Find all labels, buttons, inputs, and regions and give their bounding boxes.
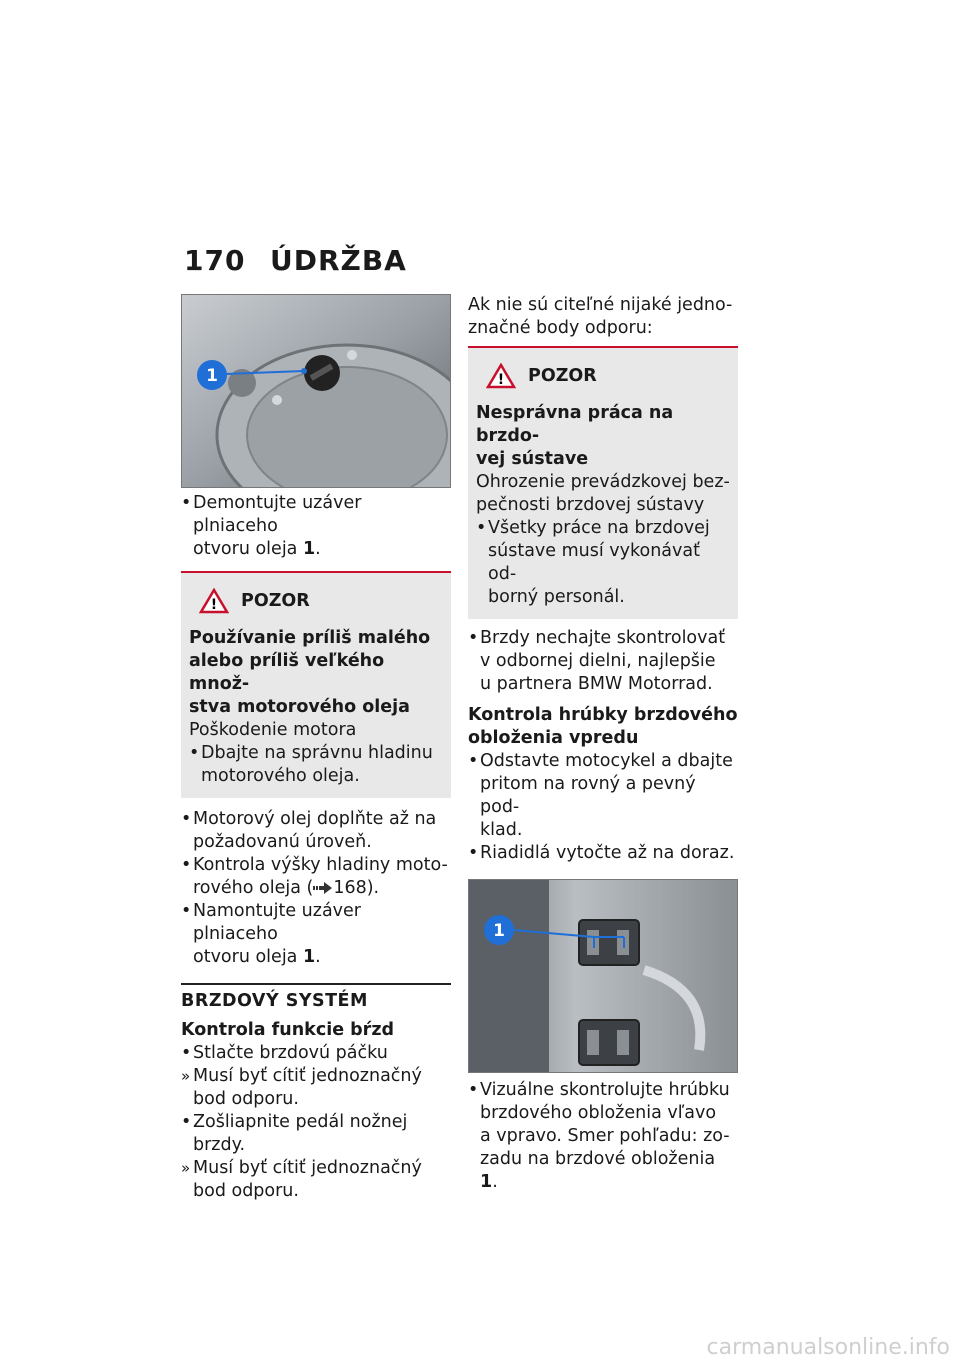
page-title: ÚDRŽBA	[270, 244, 407, 277]
warning-triangle-icon	[486, 363, 516, 389]
step-pull-brake-lever: • Stlačte brzdovú páčku	[181, 1042, 451, 1065]
svg-text:!: !	[210, 597, 218, 613]
step-check-oil-level: • Kontrola výšky hladiny moto- rového oleja ( 168).	[181, 854, 451, 900]
subhead-brake-function: Kontrola funkcie bŕzd	[181, 1020, 395, 1040]
warning-title: POZOR	[241, 590, 310, 611]
watermark: carmanualsonline.info	[706, 1335, 950, 1360]
step-workshop-check: • Brzdy nechajte skontrolovať v odbornej dielni, najlepšie u partnera BMW Motorrad.	[468, 627, 738, 696]
result-pressure-point-1: » Musí byť cítiť jednoznačný bod odporu.	[181, 1065, 451, 1111]
step-remove-cap: • Demontujte uzáver plniaceho otvoru oleja 1.	[181, 492, 451, 561]
step-park-motorcycle: • Odstavte motocykel a dbajte pritom na rovný a pevný pod- klad.	[468, 750, 738, 842]
step-install-cap: • Namontujte uzáver plniaceho otvoru oleja 1.	[181, 900, 451, 969]
step-inspect-pads: • Vizuálne skontrolujte hrúbku brzdového obloženia vľavo a vpravo. Smer pohľadu: zo- zadu na brzdové obloženia 1.	[468, 1079, 738, 1194]
warning-action: • Dbajte na správnu hladinu motorového oleja.	[189, 742, 443, 788]
page-reference-arrow-icon	[313, 882, 333, 894]
page-number: 170	[184, 244, 246, 277]
step-turn-handlebars: • Riadidlá vytočte až na doraz.	[468, 842, 738, 865]
warning-triangle-icon	[199, 588, 229, 614]
warning-heading: Používanie príliš malého alebo príliš veľkého množ- stva motorového oleja	[189, 628, 431, 717]
oil-filler-photo	[181, 294, 451, 488]
intro-no-pressure-point: Ak nie sú citeľné nijaké jedno- značné body odporu:	[468, 295, 733, 338]
subhead-front-pad-thickness: Kontrola hrúbky brzdového obloženia vpredu	[468, 705, 738, 748]
step-add-oil: • Motorový olej doplňte až na požadovanú úroveň.	[181, 808, 451, 854]
right-column	[468, 294, 738, 1194]
left-column	[181, 294, 451, 1203]
photo-callout-1: 1	[493, 921, 505, 941]
brake-pad-illustration	[469, 880, 737, 1072]
step-press-foot-brake: • Zošliapnite pedál nožnej brzdy.	[181, 1111, 451, 1157]
warning-consequence: Poškodenie motora	[189, 720, 357, 740]
brake-pad-photo	[468, 879, 738, 1073]
warning-box-oil	[181, 571, 451, 798]
warning-box-brakes	[468, 346, 738, 619]
photo-callout-1: 1	[206, 366, 218, 386]
result-pressure-point-2: » Musí byť cítiť jednoznačný bod odporu.	[181, 1157, 451, 1203]
section-title-brake-system: BRZDOVÝ SYSTÉM	[181, 983, 451, 1011]
page-header	[184, 244, 407, 277]
warning-heading: Nesprávna práca na brzdo- vej sústave	[476, 403, 674, 469]
svg-text:!: !	[497, 372, 505, 388]
warning-consequence: Ohrozenie prevádzkovej bez- pečnosti brzdovej sústavy	[476, 472, 730, 515]
warning-action: • Všetky práce na brzdovej sústave musí vykonávať od- borný personál.	[476, 517, 730, 609]
warning-title: POZOR	[528, 365, 597, 386]
oil-filler-illustration	[182, 295, 450, 487]
